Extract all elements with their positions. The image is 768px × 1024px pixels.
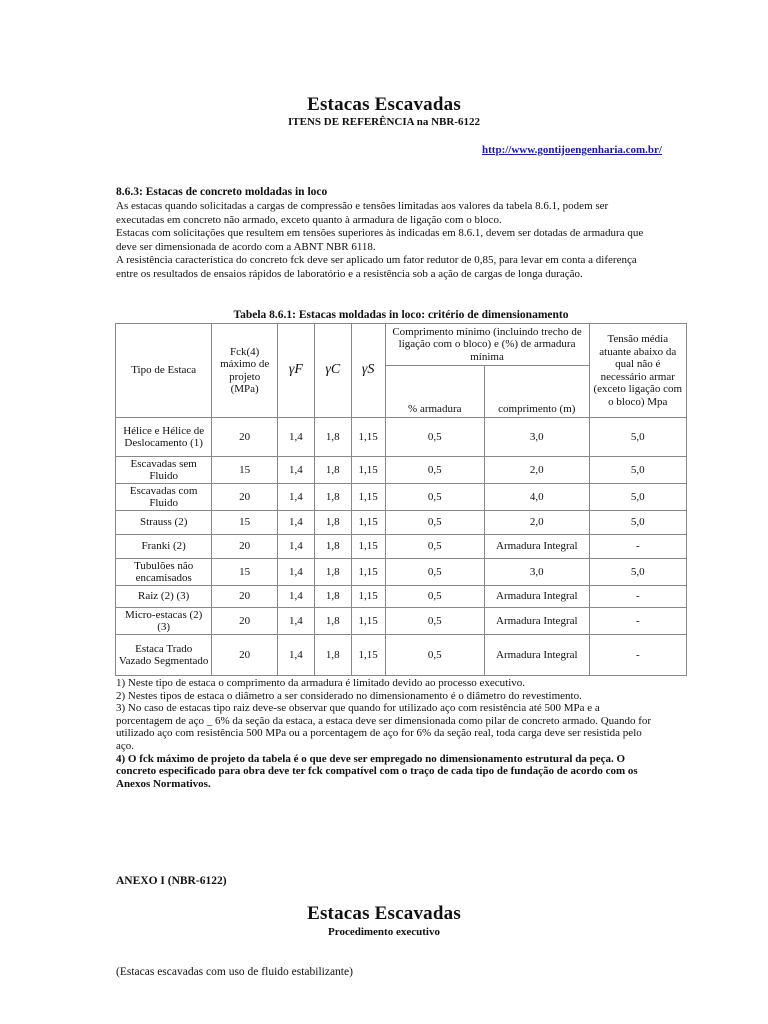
cell-pct: 0,5 <box>385 635 484 676</box>
cell-gc: 1,8 <box>314 586 351 608</box>
header-gamma-s: γS <box>351 324 385 418</box>
table-row <box>116 635 687 676</box>
note-1: 1) Neste tipo de estaca o comprimento da armadura é limitado devido ao processo executivo. <box>116 677 525 689</box>
cell-gf: 1,4 <box>277 635 314 676</box>
cell-fck: 20 <box>212 484 278 511</box>
header-tipo: Tipo de Estaca <box>116 324 212 418</box>
cell-gf: 1,4 <box>277 418 314 457</box>
cell-tipo: Hélice e Hélice de Deslocamento (1) <box>116 418 212 457</box>
cell-tensao: 5,0 <box>589 457 686 484</box>
cell-gf: 1,4 <box>277 608 314 635</box>
anexo-title: Estacas Escavadas <box>307 903 461 924</box>
cell-gc: 1,8 <box>314 608 351 635</box>
header-comprimento: comprimento (m) <box>485 366 590 418</box>
cell-fck: 20 <box>212 635 278 676</box>
cell-gs: 1,15 <box>351 608 385 635</box>
cell-fck: 20 <box>212 608 278 635</box>
cell-tensao: 5,0 <box>589 559 686 586</box>
cell-tensao: 5,0 <box>589 418 686 457</box>
header-pct-armadura: % armadura <box>385 366 484 418</box>
cell-tipo: Escavadas com Fluido <box>116 484 212 511</box>
cell-comp: Armadura Integral <box>485 535 590 559</box>
table-row <box>116 418 687 457</box>
paragraph: A resistência característica do concreto fck deve ser aplicado um fator redutor de 0,85, para levar em conta a diferença entre os resultados de ensaios rápidos de laboratório e a resistência sob a ação de cargas de longa duração. <box>116 254 637 280</box>
cell-comp: 2,0 <box>485 511 590 535</box>
cell-gs: 1,15 <box>351 418 385 457</box>
cell-gc: 1,8 <box>314 535 351 559</box>
cell-gc: 1,8 <box>314 484 351 511</box>
table-row <box>116 586 687 608</box>
cell-fck: 15 <box>212 559 278 586</box>
header-gamma-c: γC <box>314 324 351 418</box>
cell-tipo: Strauss (2) <box>116 511 212 535</box>
cell-gs: 1,15 <box>351 635 385 676</box>
cell-tipo: Franki (2) <box>116 535 212 559</box>
cell-comp: Armadura Integral <box>485 635 590 676</box>
cell-tensao: - <box>589 608 686 635</box>
cell-gc: 1,8 <box>314 418 351 457</box>
table-row <box>116 559 687 586</box>
cell-tipo: Tubulões não encamisados <box>116 559 212 586</box>
cell-comp: 3,0 <box>485 559 590 586</box>
paragraph: Estacas com solicitações que resultem em tensões superiores às indicadas em 8.6.1, devem ser dotadas de armadura que deve ser dimensionada de acordo com a ABNT NBR 6118. <box>116 227 644 253</box>
cell-tipo: Escavadas sem Fluido <box>116 457 212 484</box>
cell-tipo: Raiz (2) (3) <box>116 586 212 608</box>
cell-fck: 20 <box>212 535 278 559</box>
cell-gc: 1,8 <box>314 511 351 535</box>
table-row <box>116 608 687 635</box>
cell-gs: 1,15 <box>351 559 385 586</box>
anexo-subtitle: Procedimento executivo <box>328 926 440 938</box>
cell-fck: 20 <box>212 586 278 608</box>
cell-pct: 0,5 <box>385 511 484 535</box>
anexo-footer-text: (Estacas escavadas com uso de fluido estabilizante) <box>116 966 353 978</box>
header-tensao: Tensão média atuante abaixo da qual não é necessário armar (exceto ligação com o bloco) Mpa <box>589 324 686 418</box>
cell-comp: Armadura Integral <box>485 586 590 608</box>
cell-gf: 1,4 <box>277 586 314 608</box>
cell-gf: 1,4 <box>277 511 314 535</box>
cell-gc: 1,8 <box>314 559 351 586</box>
page-title: Estacas Escavadas <box>307 94 461 115</box>
cell-pct: 0,5 <box>385 484 484 511</box>
cell-gs: 1,15 <box>351 457 385 484</box>
cell-comp: 3,0 <box>485 418 590 457</box>
cell-comp: Armadura Integral <box>485 608 590 635</box>
table-row <box>116 457 687 484</box>
cell-pct: 0,5 <box>385 418 484 457</box>
table-row <box>116 535 687 559</box>
cell-pct: 0,5 <box>385 559 484 586</box>
cell-fck: 15 <box>212 511 278 535</box>
header-fck: Fck(4) máximo de projeto (MPa) <box>212 324 278 418</box>
cell-pct: 0,5 <box>385 457 484 484</box>
cell-tensao: 5,0 <box>589 484 686 511</box>
cell-fck: 20 <box>212 418 278 457</box>
cell-tensao: 5,0 <box>589 511 686 535</box>
cell-fck: 15 <box>212 457 278 484</box>
header-gamma-f: γF <box>277 324 314 418</box>
note-4: 4) O fck máximo de projeto da tabela é o que deve ser empregado no dimensionamento estrutural da peça. O concreto especificado para obra deve ter fck compatível com o traço de cada tipo de fundação de acordo com os Anexos Normativos. <box>116 752 638 790</box>
section-heading: 8.6.3: Estacas de concreto moldadas in loco <box>116 186 328 198</box>
cell-gc: 1,8 <box>314 635 351 676</box>
anexo-heading: ANEXO I (NBR-6122) <box>116 875 227 887</box>
cell-tensao: - <box>589 535 686 559</box>
cell-comp: 2,0 <box>485 457 590 484</box>
note-3: 3) No caso de estacas tipo raiz deve-se observar que quando for utilizado aço com resistência até 500 MPa e a porcentagem de aço _ 6% da seção da estaca, a estaca deve ser dimensionada como pilar de concreto armado. Quando for utilizado aço com resistência 500 MPa ou a porcentagem de aço for 6% da seção real, toda carga deve ser resistida pelo aço. <box>116 702 652 752</box>
cell-comp: 4,0 <box>485 484 590 511</box>
cell-tipo: Micro-estacas (2) (3) <box>116 608 212 635</box>
note-2: 2) Nestes tipos de estaca o diâmetro a ser considerado no dimensionamento é o diâmetro do revestimento. <box>116 689 582 702</box>
table-caption: Tabela 8.6.1: Estacas moldadas in loco: critério de dimensionamento <box>233 309 569 321</box>
paragraph: As estacas quando solicitadas a cargas de compressão e tensões limitadas aos valores da tabela 8.6.1, podem ser executadas em concreto não armado, exceto quanto à armadura de ligação com o bloco. <box>116 200 609 226</box>
page-subtitle: ITENS DE REFERÊNCIA na NBR-6122 <box>288 116 480 128</box>
criteria-table <box>115 323 687 676</box>
section-body <box>116 200 656 281</box>
cell-pct: 0,5 <box>385 608 484 635</box>
cell-gf: 1,4 <box>277 484 314 511</box>
cell-pct: 0,5 <box>385 535 484 559</box>
table-row <box>116 511 687 535</box>
header-comprimento-group: Comprimento mínimo (incluindo trecho de ligação com o bloco) e (%) de armadura mínima <box>385 324 589 366</box>
cell-gs: 1,15 <box>351 511 385 535</box>
cell-pct: 0,5 <box>385 586 484 608</box>
cell-tipo: Estaca Trado Vazado Segmentado <box>116 635 212 676</box>
cell-gs: 1,15 <box>351 535 385 559</box>
cell-tensao: - <box>589 635 686 676</box>
cell-gf: 1,4 <box>277 535 314 559</box>
cell-gc: 1,8 <box>314 457 351 484</box>
cell-gs: 1,15 <box>351 586 385 608</box>
cell-tensao: - <box>589 586 686 608</box>
table-notes <box>116 677 656 790</box>
table-row <box>116 484 687 511</box>
cell-gf: 1,4 <box>277 457 314 484</box>
cell-gf: 1,4 <box>277 559 314 586</box>
cell-gs: 1,15 <box>351 484 385 511</box>
website-link[interactable]: http://www.gontijoengenharia.com.br/ <box>482 144 662 156</box>
